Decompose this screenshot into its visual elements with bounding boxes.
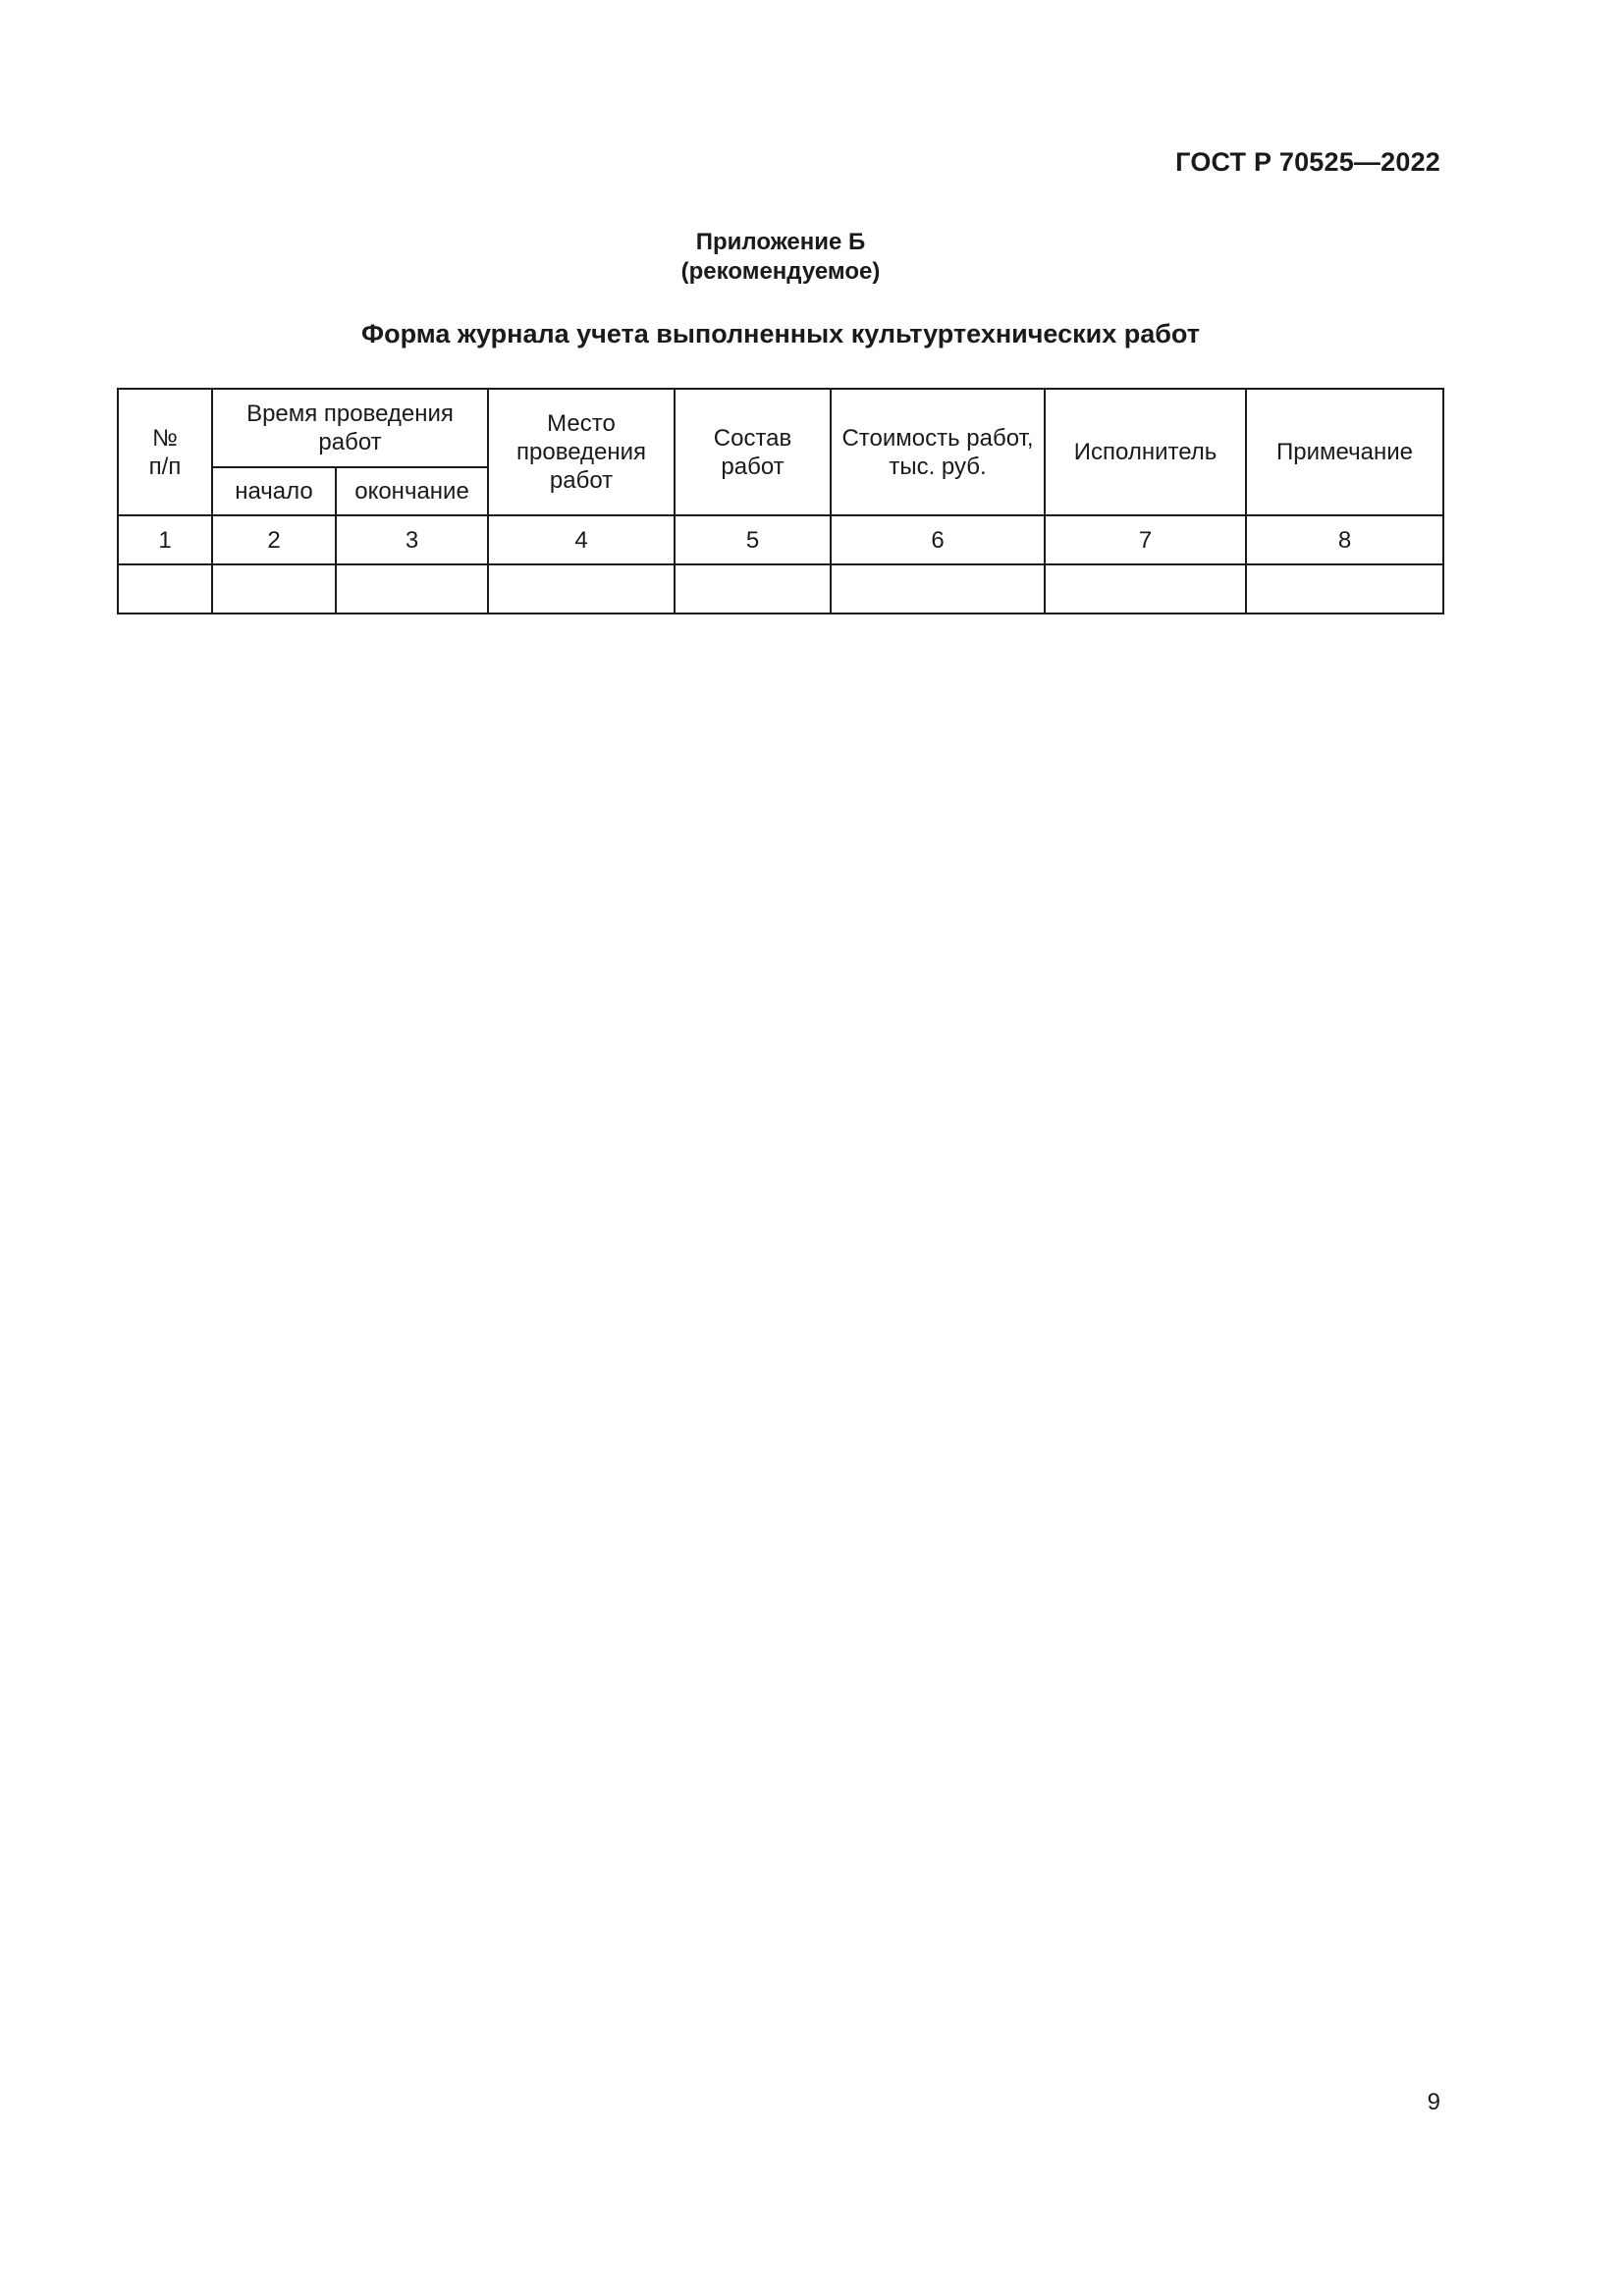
page-number: 9 [1427, 2089, 1440, 2115]
table-cell [831, 564, 1045, 614]
column-number-cell: 7 [1045, 515, 1246, 564]
header-number: № п/п [118, 389, 212, 515]
column-number-cell: 6 [831, 515, 1045, 564]
form-title: Форма журнала учета выполненных культуртехнических работ [361, 319, 1200, 348]
header-start: начало [212, 467, 336, 515]
header-composition: Состав работ [675, 389, 831, 515]
column-number-cell: 1 [118, 515, 212, 564]
table-row [118, 564, 1443, 614]
column-number-row [118, 515, 1443, 564]
table-cell [118, 564, 212, 614]
header-executor: Исполнитель [1045, 389, 1246, 515]
column-number-cell: 4 [488, 515, 675, 564]
column-number-cell: 5 [675, 515, 831, 564]
table-cell [212, 564, 336, 614]
appendix-title: Приложение Б [695, 229, 866, 255]
table-cell [488, 564, 675, 614]
table-header-row [118, 389, 1443, 467]
header-place: Место проведения работ [488, 389, 675, 515]
document-code: ГОСТ Р 70525—2022 [1175, 147, 1440, 177]
table-cell [336, 564, 488, 614]
header-end: окончание [336, 467, 488, 515]
header-cost: Стоимость работ, тыс. руб. [831, 389, 1045, 515]
header-note: Примечание [1246, 389, 1443, 515]
column-number-cell: 8 [1246, 515, 1443, 564]
table-cell [675, 564, 831, 614]
appendix-heading [0, 228, 1561, 287]
journal-table [117, 388, 1444, 614]
column-number-cell: 3 [336, 515, 488, 564]
table-cell [1045, 564, 1246, 614]
header-time-group: Время проведения работ [212, 389, 488, 467]
table-cell [1246, 564, 1443, 614]
appendix-status: (рекомендуемое) [680, 258, 881, 285]
column-number-cell: 2 [212, 515, 336, 564]
